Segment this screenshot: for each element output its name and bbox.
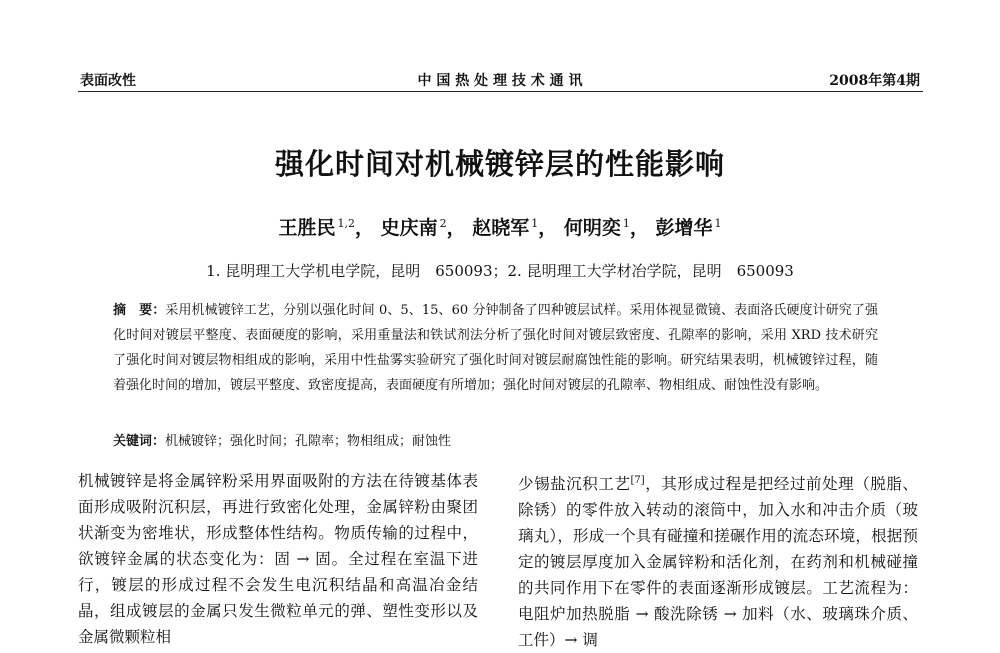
author-name: 赵晓军 <box>472 217 530 239</box>
abstract <box>113 298 878 398</box>
paper-title: 强化时间对机械镀锌层的性能影响 <box>274 147 725 181</box>
affiliations: 1. 昆明理工大学机电学院，昆明 650093；2. 昆明理工大学材冶学院，昆明 650093 <box>206 262 794 280</box>
author-affiliation-mark: 1 <box>622 216 630 230</box>
author-name: 彭增华 <box>655 217 713 239</box>
citation-marker: [7] <box>630 475 645 486</box>
keywords-label: 关键词： <box>113 434 166 449</box>
body-paragraph-rest: ，其形成过程是把经过前处理（脱脂、除锈）的零件放入转动的滚筒中，加入水和冲击介质（玻璃丸），形成一个具有碰撞和搓碾作用的流态环境，根据预定的镀层厚度加入金属锌粉和活化剂，在药剂和机械碰撞的共同作用下在零件的表面逐渐形成镀层。工艺流程为：电阻炉加热脱脂 → 酸洗除锈 → 加料（水、玻璃珠介质、工件）→ 调 <box>518 475 918 650</box>
author-list: 王胜民 $^{1,2}$， 史庆南 $^2$， 赵晓军 $^1$， 何明奕 $^1$， 彭增华 $^1$ <box>278 216 722 239</box>
author-affiliation-mark: 2 <box>439 216 447 230</box>
abstract-text: 采用机械镀锌工艺，分别以强化时间 0、5、15、60 分钟制备了四种镀层试样。采用体视显微镜、表面洛氏硬度计研究了强化时间对镀层平整度、表面硬度的影响，采用重量法和铁试剂法分析了强化时间对镀层致密度、孔隙率的影响，采用 XRD 技术研究了强化时间对镀层物相组成的影响，采用中性盐雾实验研究了强化时间对镀层耐腐蚀性能的影响。研究结果表明，机械镀锌过程，随着强化时间的增加，镀层平整度、致密度提高，表面硬度有所增加；强化时间对镀层的孔隙率、物相组成、耐蚀性没有影响。 <box>113 303 878 393</box>
abstract-label: 摘 要： <box>113 303 166 318</box>
running-header-journal: 中 国 热 处 理 技 术 通 讯 <box>417 73 583 89</box>
running-header-issue: 2008年第4期 <box>829 73 920 89</box>
author-name: 王胜民 <box>278 217 336 239</box>
header-rule <box>78 91 923 92</box>
author-affiliation-mark: 1,2 <box>337 216 355 230</box>
author-name: 何明奕 <box>563 217 621 239</box>
author-affiliation-mark: 1 <box>714 216 722 230</box>
running-header-section: 表面改性 <box>80 73 136 89</box>
body-column-left <box>78 468 478 650</box>
keywords <box>113 430 878 449</box>
body-column-right <box>518 468 918 653</box>
body-paragraph: 机械镀锌是将金属锌粉采用界面吸附的方法在待镀基体表面形成吸附沉积层，再进行致密化处理，金属锌粉由聚团状渐变为密堆状，形成整体性结构。物质传输的过程中，欲镀锌金属的状态变化为：固 → 固。全过程在室温下进行，镀层的形成过程不会发生电沉积结晶和高温冶金结晶，组成镀层的金属只发生微粒单元的弹、塑性变形以及金属微颗粒相 <box>78 472 478 646</box>
author-affiliation-mark: 1 <box>531 216 539 230</box>
body-paragraph-start: 少锡盐沉积工艺 <box>518 475 631 494</box>
keywords-text: 机械镀锌；强化时间；孔隙率；物相组成；耐蚀性 <box>165 434 452 449</box>
author-name: 史庆南 <box>380 217 438 239</box>
